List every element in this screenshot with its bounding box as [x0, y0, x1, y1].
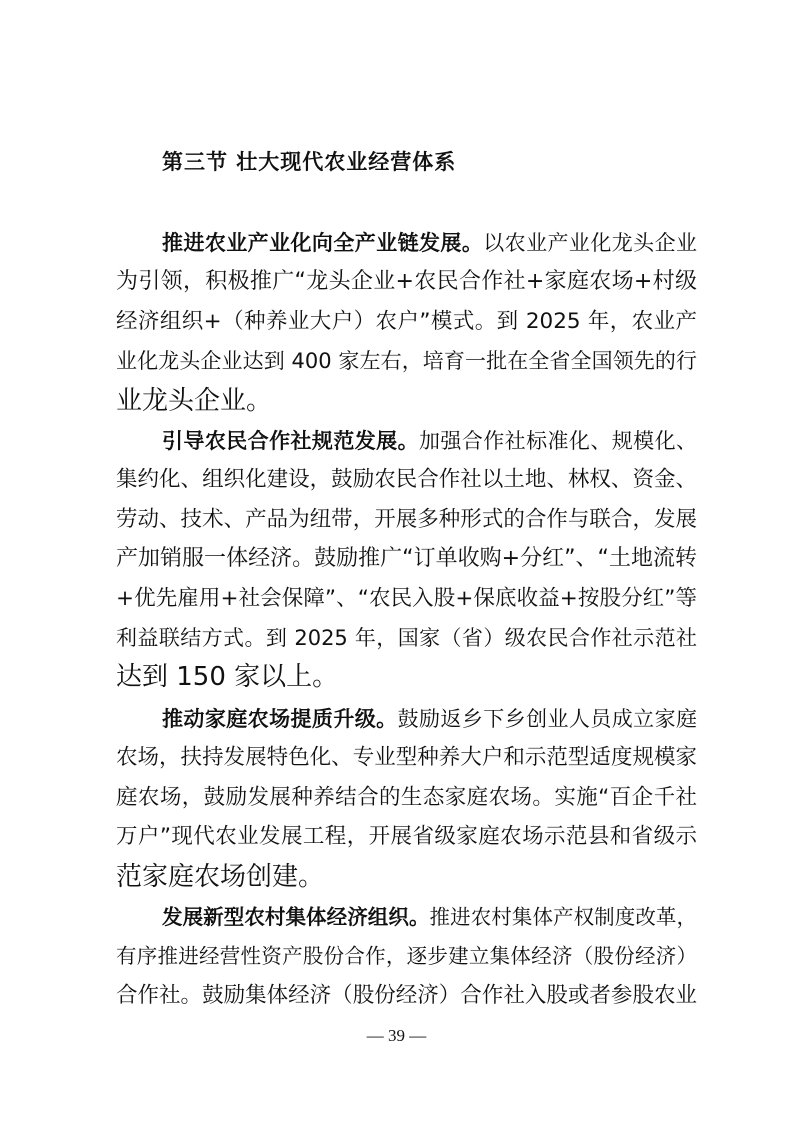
paragraph-line: 集约化、组织化建设，鼓励农民合作社以土地、林权、资金、 — [116, 467, 697, 493]
paragraph-lead: 引导农民合作社规范发展。 — [162, 429, 419, 453]
paragraph-first-line — [162, 226, 697, 260]
paragraph-line: 为引领，积极推广“龙头企业+农民合作社+家庭农场+村级 — [116, 269, 697, 295]
paragraph-first-line — [162, 702, 697, 736]
paragraph-line: 范家庭农场创建。 — [116, 861, 325, 892]
paragraph-text: 以农业产业化龙头企业 — [483, 231, 697, 255]
paragraph-lead: 推动家庭农场提质升级。 — [162, 707, 398, 731]
page-number: — 39 — — [366, 1026, 427, 1045]
paragraph-line: 合作社。鼓励集体经济（股份经济）合作社入股或者参股农业 — [116, 982, 697, 1008]
paragraph-line: 达到 150 家以上。 — [116, 662, 339, 693]
paragraph-text: 加强合作社标准化、规模化、 — [419, 429, 697, 453]
paragraph-first-line — [162, 424, 697, 458]
paragraph-line: 产加销服一体经济。鼓励推广“订单收购+分红”、“土地流转 — [116, 546, 697, 572]
paragraph-line: 有序推进经营性资产股份合作，逐步建立集体经济（股份经济） — [116, 944, 697, 969]
paragraph-line: 万户”现代农业发展工程，开展省级家庭农场示范县和省级示 — [116, 824, 697, 850]
paragraph-line: 庭农场，鼓励发展种养结合的生态家庭农场。实施“百企千社 — [116, 784, 697, 810]
paragraph-lead: 发展新型农村集体经济组织。 — [162, 905, 430, 929]
paragraph-line: +优先雇用+社会保障”、“农民入股+保底收益+按股分红”等 — [116, 585, 697, 611]
paragraph-first-line — [162, 900, 697, 934]
paragraph-line: 业龙头企业。 — [116, 385, 273, 416]
section-title: 第三节 壮大现代农业经营体系 — [162, 150, 457, 174]
paragraph-line: 经济组织+（种养业大户）农户”模式。到 2025 年，农业产 — [116, 308, 697, 334]
paragraph-line: 利益联结方式。到 2025 年，国家（省）级农民合作社示范社 — [116, 626, 697, 650]
paragraph-line: 劳动、技术、产品为纽带，开展多种形式的合作与联合，发展 — [116, 506, 697, 532]
paragraph-line: 农场，扶持发展特色化、专业型种养大户和示范型适度规模家 — [116, 745, 697, 771]
paragraph-text: 推进农村集体产权制度改革， — [429, 905, 698, 929]
paragraph-text: 鼓励返乡下乡创业人员成立家庭 — [397, 707, 698, 731]
paragraph-lead: 推进农业产业化向全产业链发展。 — [162, 231, 484, 255]
paragraph-line: 业化龙头企业达到 400 家左右，培育一批在全省全国领先的行 — [116, 349, 697, 374]
